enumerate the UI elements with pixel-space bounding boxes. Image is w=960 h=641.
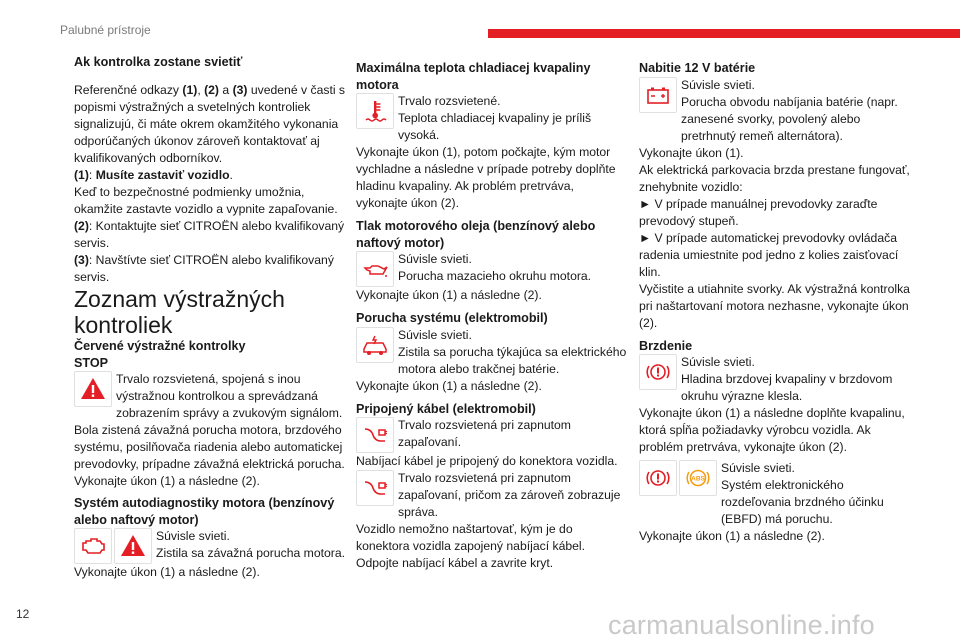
big-heading: Zoznam výstražných kontroliek <box>74 285 285 338</box>
stop-action: Vykonajte úkon (1) a následne (2). <box>74 474 260 488</box>
ebfd-text: Súvisle svieti. Systém elektronického rozdeľovania brzdného účinku (EBFD) má poruchu. <box>721 461 884 526</box>
coolant-temp-icon <box>356 93 394 129</box>
stop-entry <box>74 371 346 422</box>
abs-icon-label: ABS <box>691 475 705 483</box>
oil-can-icon <box>356 251 394 287</box>
ref-2-line <box>74 218 346 252</box>
cable-text-1: Trvalo rozsvietená pri zapnutom zapaľovaní. <box>398 418 571 449</box>
ev-car-fault-icon <box>356 327 394 363</box>
period: . <box>229 167 233 182</box>
ref-key: (2) <box>74 218 89 233</box>
intro-text-tail: uvedené v časti s popismi výstražných a svetelných kontroliek signalizujú, či máte okrem okamžitého vykonania odporúčaných úkonov zároveň kontaktovať aj kvalifikovaných odborníkov. <box>74 82 346 165</box>
page-number: 12 <box>16 607 30 621</box>
ev-text: Súvisle svieti. Zistila sa porucha týkajúca sa elektrického motora alebo trakčnej batérie. <box>398 327 627 376</box>
stop-text: Trvalo rozsvietená, spojená s inou výstražnou kontrolkou a sprevádzaná zobrazením správy a zvukovým signálom. <box>116 372 343 420</box>
cable-heading: Pripojený kábel (elektromobil) <box>356 401 536 416</box>
ref-3: (3) <box>232 82 248 97</box>
coolant-heading: Maximálna teplota chladiacej kvapaliny motora <box>356 61 591 92</box>
stop-detail: Bola zistená závažná porucha motora, brzdového systému, posilňovača riadenia alebo automatickej prevodovky, prípadne závažná elektrická porucha. <box>74 423 345 471</box>
ev-entry <box>356 327 628 378</box>
column-2 <box>356 60 628 572</box>
diag-text: Súvisle svieti. Zistila sa závažná porucha motora. <box>156 529 345 560</box>
brake-text: Súvisle svieti. Hladina brzdovej kvapaliny v brzdovom okruhu výrazne klesla. <box>681 355 893 403</box>
sep: a <box>219 82 233 97</box>
header-accent-bar <box>488 29 960 38</box>
ref-key: (3) <box>74 252 89 267</box>
coolant-text: Trvalo rozsvietené. Teplota chladiacej kvapaliny je príliš vysoká. <box>398 94 592 142</box>
abs-icon <box>679 460 717 496</box>
battery-heading: Nabitie 12 V batérie <box>639 61 756 75</box>
brake-icon <box>639 354 677 390</box>
sep: , <box>197 82 205 97</box>
charging-cable-icon <box>356 417 394 453</box>
cable-action-2: Vozidlo nemožno naštartovať, kým je do konektora vozidla zapojený nabíjací kábel. Odpojte nabíjací kábel a zavrite kryt. <box>356 522 585 570</box>
running-header: Palubné prístroje <box>60 23 151 37</box>
watermark: carmanualsonline.info <box>608 610 875 640</box>
ev-heading: Porucha systému (elektromobil) <box>356 311 548 325</box>
cable-entry-1 <box>356 417 628 453</box>
ref-1-detail: Keď to bezpečnostné podmienky umožnia, okamžite zastavte vozidlo a vypnite zapaľovanie. <box>74 184 338 216</box>
cable-action-1: Nabíjací kábel je pripojený do konektora vozidla. <box>356 454 618 468</box>
ref-1: (1) <box>182 82 198 97</box>
brake-icon <box>639 460 677 496</box>
warning-triangle-icon <box>114 528 152 564</box>
oil-text: Súvisle svieti. Porucha mazacieho okruhu motora. <box>398 252 592 283</box>
red-warnings-heading: Červené výstražné kontrolky <box>74 338 246 353</box>
column-1 <box>74 54 346 581</box>
diag-action: Vykonajte úkon (1) a následne (2). <box>74 565 260 579</box>
cable-text-2: Trvalo rozsvietená pri zapnutom zapaľovaní, pričom za zároveň zobrazuje správa. <box>398 471 621 519</box>
diag-heading: Systém autodiagnostiky motora (benzínový alebo naftový motor) <box>74 496 335 527</box>
battery-icon <box>639 77 677 113</box>
colon: : <box>88 167 96 182</box>
battery-text: Súvisle svieti. Porucha obvodu nabíjania batérie (napr. zanesené svorky, povolený alebo pretrhnutý remeň alternátora). <box>681 77 898 143</box>
ref-3-line <box>74 252 346 286</box>
warning-triangle-icon <box>74 371 112 407</box>
brake-heading: Brzdenie <box>639 338 693 353</box>
ebfd-entry <box>639 460 911 528</box>
ref-2: (2) <box>204 82 219 97</box>
ebfd-action: Vykonajte úkon (1) a následne (2). <box>639 529 825 543</box>
ref-3-text: : Navštívte sieť CITROËN alebo kvalifikovaný servis. <box>74 252 334 284</box>
brake-entry <box>639 354 911 405</box>
coolant-action: Vykonajte úkon (1), potom počkajte, kým motor vychladne a následne v prípade potreby doplňte hladinu kvapaliny. Ak problém pretrváva, vykonajte úkon (2). <box>356 145 616 210</box>
brake-action: Vykonajte úkon (1) a následne doplňte kvapalinu, ktorá spĺňa požiadavky výrobcu vozidla. Ak problém pretrváva, vykonajte úkon (2). <box>639 406 905 454</box>
ref-1-line <box>74 167 346 184</box>
ev-action: Vykonajte úkon (1) a následne (2). <box>356 378 542 393</box>
oil-heading: Tlak motorového oleja (benzínový alebo naftový motor) <box>356 219 596 250</box>
charging-cable-icon <box>356 470 394 506</box>
ref-2-text: : Kontaktujte sieť CITROËN alebo kvalifikovaný servis. <box>74 218 345 250</box>
ref-1-instruction: Musíte zastaviť vozidlo <box>95 167 230 182</box>
oil-action: Vykonajte úkon (1) a následne (2). <box>356 288 542 302</box>
battery-action: Vykonajte úkon (1). Ak elektrická parkovacia brzda prestane fungovať, znehybnite vozidlo: ► V prípade manuálnej prevodovky zaraďte prevodový stupeň. ► V prípade automatickej prevodovky ovládača radenia umiestnite pod jedno z kolies zaisťovací klin. Vyčistite a utiahnite svorky. Ak výstražná kontrolka pri naštartovaní motora nezhasne, vykonajte úkon (2). <box>639 145 910 330</box>
battery-entry <box>639 77 911 145</box>
oil-entry <box>356 251 628 287</box>
intro-text: Referenčné odkazy <box>74 82 183 97</box>
column-3 <box>639 60 911 545</box>
stop-heading: STOP <box>74 355 109 370</box>
diag-entry <box>74 528 346 564</box>
cable-entry-2 <box>356 470 628 521</box>
section-heading: Ak kontrolka zostane svietiť <box>74 55 243 69</box>
engine-icon <box>74 528 112 564</box>
intro-paragraph <box>74 82 346 167</box>
coolant-entry <box>356 93 628 144</box>
ref-key: (1) <box>74 167 89 182</box>
